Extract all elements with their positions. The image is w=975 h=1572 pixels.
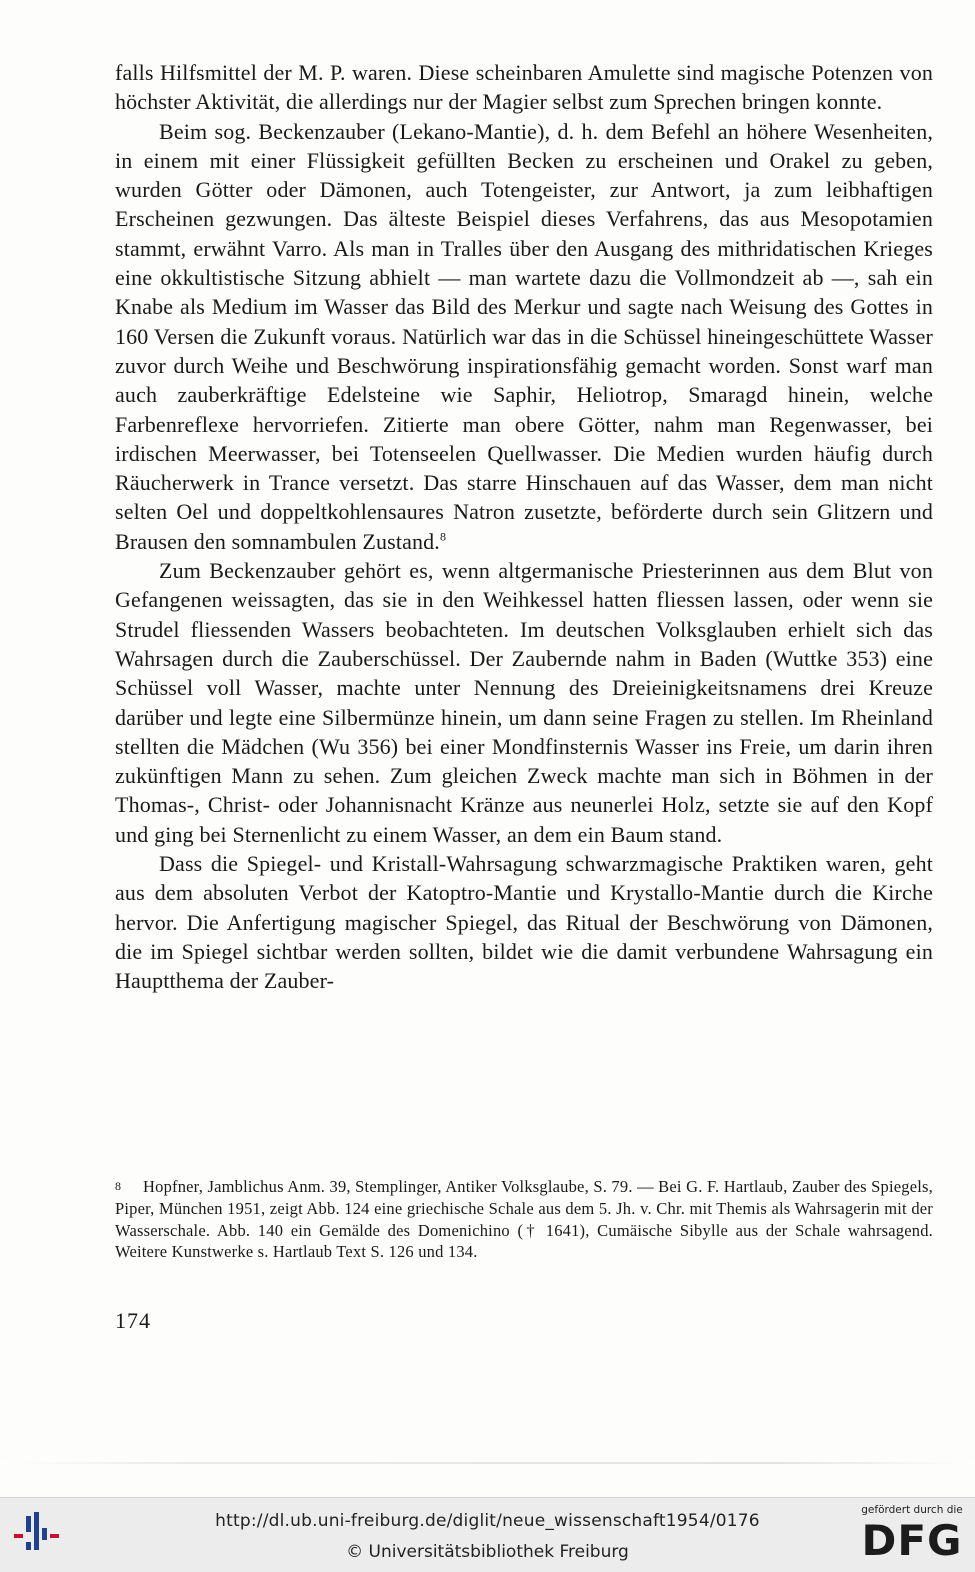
paragraph-4-text: Dass die Spiegel- und Kristall-Wahrsagung schwarzmagische Praktiken waren, geht aus dem absoluten Verbot der Katoptro-Mantie und Krystallo-Mantie durch die Kirche hervor. Die Anfertigung magischer Spiegel, das Ritual der Beschwörung von Dämonen, die im Spiegel sichtbar werden sollten, bildet wie die damit verbundene Wahrsagung ein Hauptthema der Zauber-	[115, 851, 933, 994]
paragraph-4	[115, 849, 933, 995]
dfg-logo-text: DFG	[861, 1516, 963, 1565]
paragraph-1-text: falls Hilfsmittel der M. P. waren. Diese scheinbaren Amulette sind magische Potenzen von höchster Aktivität, die allerdings nur der Magier selbst zum Sprechen bringen konnte.	[115, 60, 933, 115]
main-text	[115, 58, 933, 996]
page-number: 174	[115, 1308, 151, 1333]
paragraph-1	[115, 58, 933, 117]
footnote	[115, 1176, 933, 1263]
permalink-url[interactable]: http://dl.ub.uni-freiburg.de/diglit/neue_wissenschaft1954/0176	[215, 1511, 760, 1531]
scan-edge-divider	[0, 1462, 975, 1464]
dfg-caption: gefördert durch die	[861, 1504, 963, 1516]
footnote-mark: 8	[115, 1179, 122, 1193]
paragraph-2	[115, 117, 933, 556]
paragraph-3	[115, 556, 933, 849]
footnote-text: Hopfner, Jamblichus Anm. 39, Stemplinger, Antiker Volksglaube, S. 79. — Bei G. F. Hartlaub, Zauber des Spiegels, Piper, München 1951, zeigt Abb. 124 eine griechische Schale aus dem 5. Jh. v. Chr. mit Themis als Wahrsagerin mit der Wasserschale. Abb. 140 ein Gemälde des Domenichino († 1641), Cumäische Sibylle aus der Schale wahrsagend. Weitere Kunstwerke s. Hartlaub Text S. 126 und 134.	[115, 1177, 933, 1262]
footnote-reference[interactable]: 8	[439, 529, 447, 544]
footnote-paragraph	[115, 1176, 933, 1263]
dfg-funder-logo[interactable]	[856, 1504, 968, 1568]
paragraph-3-text: Zum Beckenzauber gehört es, wenn altgermanische Priesterinnen aus dem Blut von Gefangenen weissagten, das sie in den Weihkessel hatten fliessen lassen, oder wenn sie Strudel fliessenden Wassers beobachteten. Im deutschen Volksglauben erhielt sich das Wahrsagen durch die Zauberschüssel. Der Zaubernde nahm in Baden (Wuttke 353) eine Schüssel voll Wasser, machte unter Nennung des Dreieinigkeitsnamens drei Kreuze darüber und legte eine Silbermünze hinein, um dann seine Fragen zu stellen. Im Rheinland stellten die Mädchen (Wu 356) bei einer Mondfinsternis Wasser ins Freie, um darin ihren zukünftigen Mann zu sehen. Zum gleichen Zweck machte man sich in Böhmen in der Thomas-, Christ- oder Johannisnacht Kränze aus neunerlei Holz, setzte sie auf den Kopf und ging bei Sternenlicht zu einem Wasser, an dem ein Baum stand.	[115, 558, 933, 847]
copyright-notice: © Universitätsbibliothek Freiburg	[346, 1542, 629, 1562]
paragraph-2-text: Beim sog. Beckenzauber (Lekano-Mantie), d. h. dem Befehl an höhere Wesenheiten, in einem mit einer Flüssigkeit gefüllten Becken zu erscheinen und Orakel zu geben, wurden Götter oder Dämonen, auch Totengeister, zur Antwort, ja zum leibhaftigen Erscheinen gezwungen. Das älteste Beispiel dieses Verfahrens, das aus Mesopotamien stammt, erwähnt Varro. Als man in Tralles über den Ausgang des mithridatischen Krieges eine okkultistische Sitzung abhielt — man wartete dazu die Vollmondzeit ab —, sah ein Knabe als Medium im Wasser das Bild des Merkur und sagte nach Weisung des Gottes in 160 Versen die Zukunft voraus. Natürlich war das in die Schüssel hineingeschüttete Wasser zuvor durch Weihe und Beschwörung inspirationsfähig gemacht worden. Sonst warf man auch zauberkräftige Edelsteine wie Saphir, Heliotrop, Smaragd hinein, welche Farbenreflexe hervorriefen. Zitierte man obere Götter, nahm man Regenwasser, bei irdischen Meerwasser, bei Totenseelen Quellwasser. Die Medien wurden häufig durch Räucherwerk in Trance versetzt. Das starre Hinschauen auf das Wasser, dem man nicht selten Oel und doppeltkohlensaures Natron zusetzte, beförderte durch sein Glitzern und Brausen den somnambulen Zustand.	[115, 118, 933, 554]
viewer-footer	[0, 1497, 975, 1572]
